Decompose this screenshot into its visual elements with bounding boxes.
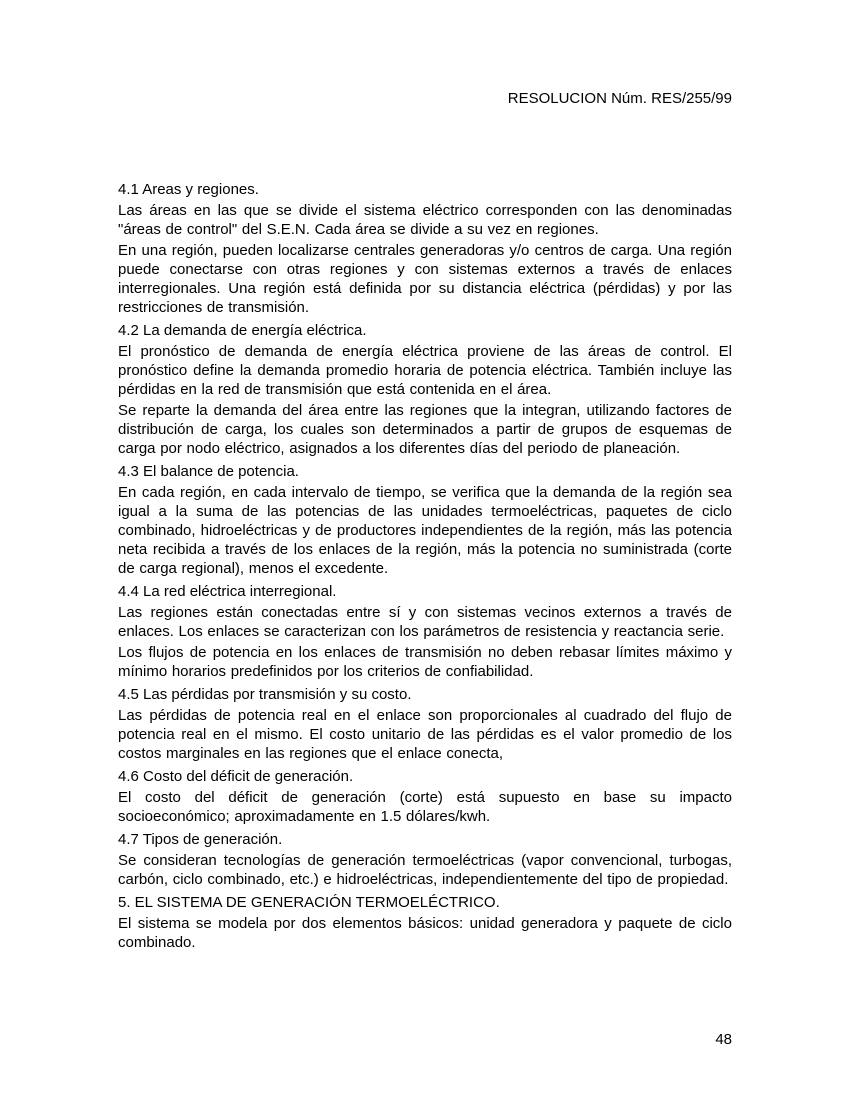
paragraph: Las áreas en las que se divide el sistema eléctrico corresponden con las denominadas "áreas de control" del S.E.N. Cada área se divide a su vez en regiones. — [118, 202, 732, 238]
paragraph: El sistema se modela por dos elementos básicos: unidad generadora y paquete de ciclo combinado. — [118, 915, 732, 951]
document-body — [118, 180, 732, 952]
paragraph: Se consideran tecnologías de generación termoeléctricas (vapor convencional, turbogas, carbón, ciclo combinado, etc.) e hidroeléctricas, independientemente del tipo de propiedad. — [118, 852, 732, 888]
section-heading: 4.4 La red eléctrica interregional. — [118, 583, 337, 600]
paragraph: En una región, pueden localizarse centrales generadoras y/o centros de carga. Una región puede conectarse con otras regiones y con sistemas externos a través de enlaces interregionales. Una región está definida por su distancia eléctrica (pérdidas) y por las restricciones de transmisión. — [118, 242, 732, 316]
section-heading: 4.7 Tipos de generación. — [118, 831, 283, 848]
section-heading: 4.6 Costo del déficit de generación. — [118, 768, 354, 785]
section-heading: 4.5 Las pérdidas por transmisión y su costo. — [118, 686, 412, 703]
paragraph: Las pérdidas de potencia real en el enlace son proporcionales al cuadrado del flujo de potencia real en el mismo. El costo unitario de las pérdidas es el valor promedio de los costos marginales en las regiones que el enlace conecta, — [118, 707, 732, 762]
section-4-5 — [118, 685, 732, 763]
section-4-2 — [118, 321, 732, 458]
paragraph: Las regiones están conectadas entre sí y con sistemas vecinos externos a través de enlaces. Los enlaces se caracterizan con los parámetros de resistencia y reactancia serie. — [118, 604, 732, 640]
section-4-7 — [118, 830, 732, 889]
paragraph: Se reparte la demanda del área entre las regiones que la integran, utilizando factores de distribución de carga, los cuales son determinados a partir de grupos de esquemas de carga por nodo eléctrico, asignados a los diferentes días del periodo de planeación. — [118, 402, 732, 457]
paragraph: El pronóstico de demanda de energía eléctrica proviene de las áreas de control. El pronóstico define la demanda promedio horaria de potencia eléctrica. También incluye las pérdidas en la red de transmisión que está contenida en el área. — [118, 343, 732, 398]
paragraph: El costo del déficit de generación (corte) está supuesto en base su impacto socioeconómico; aproximadamente en 1.5 dólares/kwh. — [118, 789, 732, 825]
section-heading: 4.3 El balance de potencia. — [118, 463, 299, 480]
section-heading: 5. EL SISTEMA DE GENERACIÓN TERMOELÉCTRICO. — [118, 894, 500, 911]
page-number: 48 — [715, 1031, 732, 1048]
paragraph: Los flujos de potencia en los enlaces de transmisión no deben rebasar límites máximo y mínimo horarios predefinidos por los criterios de confiabilidad. — [118, 644, 732, 680]
section-4-6 — [118, 767, 732, 826]
section-heading: 4.1 Areas y regiones. — [118, 181, 259, 198]
section-heading: 4.2 La demanda de energía eléctrica. — [118, 322, 367, 339]
section-4-4 — [118, 582, 732, 681]
section-4-3 — [118, 462, 732, 578]
document-header: RESOLUCION Núm. RES/255/99 — [507, 90, 732, 107]
paragraph: En cada región, en cada intervalo de tiempo, se verifica que la demanda de la región sea igual a la suma de las potencias de las unidades termoeléctricas, paquetes de ciclo combinado, hidroeléctricas y de productores independientes de la región, más las potencia neta recibida a través de los enlaces de la región, más la potencia no suministrada (corte de carga regional), menos el excedente. — [118, 484, 732, 577]
section-4-1 — [118, 180, 732, 317]
section-5 — [118, 893, 732, 952]
